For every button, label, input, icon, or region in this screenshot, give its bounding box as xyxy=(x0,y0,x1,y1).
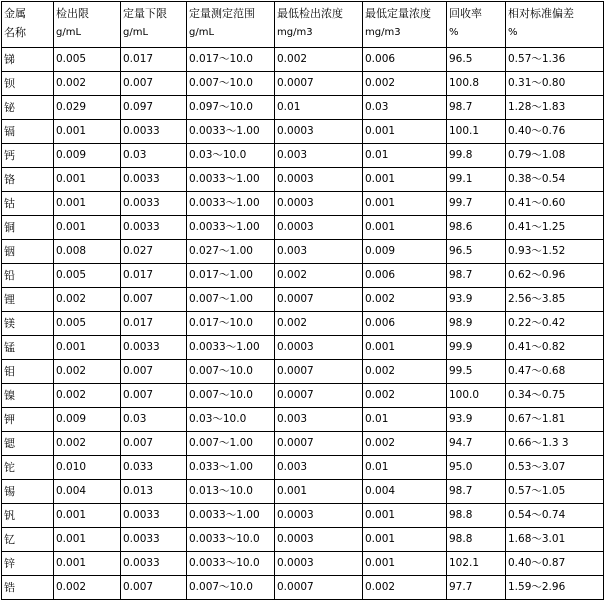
min-quantitation-conc-cell: 0.002 xyxy=(363,432,447,456)
metal-name-cell: 钾 xyxy=(2,408,54,432)
header-line1: 回收率 xyxy=(449,6,482,20)
quantitation-limit-cell: 0.0033 xyxy=(121,120,187,144)
min-quantitation-conc-cell: 0.006 xyxy=(363,312,447,336)
recovery-cell: 99.9 xyxy=(447,336,506,360)
min-detection-conc-cell: 0.01 xyxy=(275,96,363,120)
min-detection-conc-cell: 0.003 xyxy=(275,240,363,264)
detection-limit-cell: 0.002 xyxy=(54,360,121,384)
detection-limit-cell: 0.009 xyxy=(54,144,121,168)
min-quantitation-conc-cell: 0.002 xyxy=(363,72,447,96)
recovery-cell: 96.5 xyxy=(447,240,506,264)
quantitation-limit-cell: 0.0033 xyxy=(121,552,187,576)
quantitation-range-cell: 0.017～10.0 xyxy=(187,48,275,72)
metal-name-cell: 钒 xyxy=(2,504,54,528)
quantitation-range-cell: 0.0033～1.00 xyxy=(187,168,275,192)
header-min-detection-conc xyxy=(275,2,363,48)
quantitation-range-cell: 0.0033～1.00 xyxy=(187,192,275,216)
table-row xyxy=(2,264,604,288)
table-row xyxy=(2,432,604,456)
rsd-cell: 0.62～0.96 xyxy=(506,264,604,288)
min-quantitation-conc-cell: 0.01 xyxy=(363,408,447,432)
min-quantitation-conc-cell: 0.002 xyxy=(363,360,447,384)
min-detection-conc-cell: 0.003 xyxy=(275,144,363,168)
metal-detection-table xyxy=(1,1,604,600)
metal-name-cell: 铟 xyxy=(2,240,54,264)
quantitation-limit-cell: 0.017 xyxy=(121,264,187,288)
detection-limit-cell: 0.001 xyxy=(54,552,121,576)
metal-name-cell: 铬 xyxy=(2,168,54,192)
min-quantitation-conc-cell: 0.006 xyxy=(363,264,447,288)
quantitation-limit-cell: 0.0033 xyxy=(121,336,187,360)
rsd-cell: 0.31～0.80 xyxy=(506,72,604,96)
rsd-cell: 0.47～0.68 xyxy=(506,360,604,384)
header-unit: mg/m3 xyxy=(277,26,313,38)
detection-limit-cell: 0.002 xyxy=(54,576,121,600)
header-unit: % xyxy=(508,26,518,38)
table-body xyxy=(2,48,604,600)
header-unit: % xyxy=(449,26,459,38)
min-detection-conc-cell: 0.0003 xyxy=(275,192,363,216)
table-row xyxy=(2,336,604,360)
min-quantitation-conc-cell: 0.001 xyxy=(363,552,447,576)
rsd-cell: 0.41～0.60 xyxy=(506,192,604,216)
rsd-cell: 1.59～2.96 xyxy=(506,576,604,600)
min-detection-conc-cell: 0.002 xyxy=(275,312,363,336)
table-row xyxy=(2,576,604,600)
min-quantitation-conc-cell: 0.001 xyxy=(363,336,447,360)
metal-name-cell: 钴 xyxy=(2,192,54,216)
min-quantitation-conc-cell: 0.004 xyxy=(363,480,447,504)
detection-limit-cell: 0.001 xyxy=(54,504,121,528)
metal-name-cell: 锑 xyxy=(2,48,54,72)
metal-name-cell: 镁 xyxy=(2,312,54,336)
table-row xyxy=(2,96,604,120)
recovery-cell: 100.1 xyxy=(447,120,506,144)
quantitation-limit-cell: 0.033 xyxy=(121,456,187,480)
rsd-cell: 0.57～1.36 xyxy=(506,48,604,72)
quantitation-range-cell: 0.0033～10.0 xyxy=(187,552,275,576)
header-line1: 检出限 xyxy=(56,6,89,20)
min-detection-conc-cell: 0.003 xyxy=(275,408,363,432)
quantitation-range-cell: 0.0033～1.00 xyxy=(187,216,275,240)
min-detection-conc-cell: 0.0003 xyxy=(275,120,363,144)
table-row xyxy=(2,240,604,264)
min-detection-conc-cell: 0.0003 xyxy=(275,216,363,240)
recovery-cell: 100.0 xyxy=(447,384,506,408)
quantitation-limit-cell: 0.017 xyxy=(121,48,187,72)
table-row xyxy=(2,552,604,576)
min-quantitation-conc-cell: 0.001 xyxy=(363,504,447,528)
min-detection-conc-cell: 0.002 xyxy=(275,264,363,288)
recovery-cell: 99.1 xyxy=(447,168,506,192)
header-rsd xyxy=(506,2,604,48)
quantitation-limit-cell: 0.097 xyxy=(121,96,187,120)
detection-limit-cell: 0.002 xyxy=(54,384,121,408)
rsd-cell: 0.40～0.87 xyxy=(506,552,604,576)
min-quantitation-conc-cell: 0.002 xyxy=(363,288,447,312)
quantitation-limit-cell: 0.013 xyxy=(121,480,187,504)
rsd-cell: 0.53～3.07 xyxy=(506,456,604,480)
quantitation-range-cell: 0.03～10.0 xyxy=(187,408,275,432)
rsd-cell: 0.93～1.52 xyxy=(506,240,604,264)
min-quantitation-conc-cell: 0.001 xyxy=(363,120,447,144)
recovery-cell: 98.7 xyxy=(447,96,506,120)
min-quantitation-conc-cell: 0.002 xyxy=(363,576,447,600)
quantitation-limit-cell: 0.007 xyxy=(121,576,187,600)
min-detection-conc-cell: 0.0007 xyxy=(275,576,363,600)
table-row xyxy=(2,216,604,240)
rsd-cell: 0.67～1.81 xyxy=(506,408,604,432)
metal-name-cell: 锂 xyxy=(2,288,54,312)
min-quantitation-conc-cell: 0.001 xyxy=(363,528,447,552)
quantitation-range-cell: 0.007～1.00 xyxy=(187,288,275,312)
recovery-cell: 94.7 xyxy=(447,432,506,456)
rsd-cell: 0.22～0.42 xyxy=(506,312,604,336)
quantitation-limit-cell: 0.007 xyxy=(121,72,187,96)
table-row xyxy=(2,480,604,504)
quantitation-range-cell: 0.007～10.0 xyxy=(187,360,275,384)
recovery-cell: 99.7 xyxy=(447,192,506,216)
recovery-cell: 93.9 xyxy=(447,288,506,312)
header-line1: 定量测定范围 xyxy=(189,6,255,20)
table-row xyxy=(2,144,604,168)
rsd-cell: 0.57～1.05 xyxy=(506,480,604,504)
metal-name-cell: 铜 xyxy=(2,216,54,240)
quantitation-limit-cell: 0.03 xyxy=(121,144,187,168)
header-detection-limit xyxy=(54,2,121,48)
detection-limit-cell: 0.010 xyxy=(54,456,121,480)
header-quantitation-range xyxy=(187,2,275,48)
metal-name-cell: 铋 xyxy=(2,96,54,120)
detection-limit-cell: 0.009 xyxy=(54,408,121,432)
header-quantitation-limit xyxy=(121,2,187,48)
rsd-cell: 0.79～1.08 xyxy=(506,144,604,168)
quantitation-range-cell: 0.017～10.0 xyxy=(187,312,275,336)
detection-limit-cell: 0.029 xyxy=(54,96,121,120)
min-quantitation-conc-cell: 0.001 xyxy=(363,216,447,240)
min-quantitation-conc-cell: 0.01 xyxy=(363,456,447,480)
header-line1: 定量下限 xyxy=(123,6,167,20)
recovery-cell: 98.9 xyxy=(447,312,506,336)
min-detection-conc-cell: 0.0007 xyxy=(275,432,363,456)
quantitation-range-cell: 0.013～10.0 xyxy=(187,480,275,504)
header-min-quantitation-conc xyxy=(363,2,447,48)
header-line1: 最低定量浓度 xyxy=(365,6,431,20)
metal-name-cell: 锡 xyxy=(2,480,54,504)
table-row xyxy=(2,528,604,552)
rsd-cell: 0.66～1.3 3 xyxy=(506,432,604,456)
header-line1: 相对标准偏差 xyxy=(508,6,574,20)
quantitation-limit-cell: 0.0033 xyxy=(121,168,187,192)
recovery-cell: 98.8 xyxy=(447,504,506,528)
rsd-cell: 0.34～0.75 xyxy=(506,384,604,408)
table-row xyxy=(2,288,604,312)
table-row xyxy=(2,312,604,336)
metal-name-cell: 锰 xyxy=(2,336,54,360)
table-row xyxy=(2,384,604,408)
min-detection-conc-cell: 0.003 xyxy=(275,456,363,480)
table-row xyxy=(2,408,604,432)
quantitation-limit-cell: 0.0033 xyxy=(121,528,187,552)
rsd-cell: 0.38～0.54 xyxy=(506,168,604,192)
table-row xyxy=(2,456,604,480)
quantitation-range-cell: 0.0033～1.00 xyxy=(187,120,275,144)
rsd-cell: 0.40～0.76 xyxy=(506,120,604,144)
table-row xyxy=(2,504,604,528)
metal-name-cell: 钇 xyxy=(2,528,54,552)
min-detection-conc-cell: 0.0007 xyxy=(275,288,363,312)
header-unit: mg/m3 xyxy=(365,26,401,38)
quantitation-range-cell: 0.017～1.00 xyxy=(187,264,275,288)
quantitation-range-cell: 0.007～10.0 xyxy=(187,384,275,408)
recovery-cell: 98.7 xyxy=(447,264,506,288)
quantitation-limit-cell: 0.0033 xyxy=(121,504,187,528)
detection-limit-cell: 0.005 xyxy=(54,264,121,288)
recovery-cell: 98.6 xyxy=(447,216,506,240)
detection-limit-cell: 0.002 xyxy=(54,432,121,456)
quantitation-limit-cell: 0.007 xyxy=(121,432,187,456)
metal-name-cell: 铅 xyxy=(2,264,54,288)
quantitation-limit-cell: 0.007 xyxy=(121,384,187,408)
quantitation-range-cell: 0.007～10.0 xyxy=(187,576,275,600)
quantitation-range-cell: 0.0033～1.00 xyxy=(187,336,275,360)
recovery-cell: 95.0 xyxy=(447,456,506,480)
metal-name-cell: 锆 xyxy=(2,576,54,600)
recovery-cell: 93.9 xyxy=(447,408,506,432)
quantitation-range-cell: 0.097～10.0 xyxy=(187,96,275,120)
detection-limit-cell: 0.005 xyxy=(54,48,121,72)
quantitation-limit-cell: 0.0033 xyxy=(121,192,187,216)
quantitation-limit-cell: 0.027 xyxy=(121,240,187,264)
min-quantitation-conc-cell: 0.009 xyxy=(363,240,447,264)
metal-name-cell: 钼 xyxy=(2,360,54,384)
table-row xyxy=(2,120,604,144)
recovery-cell: 99.8 xyxy=(447,144,506,168)
recovery-cell: 99.5 xyxy=(447,360,506,384)
detection-limit-cell: 0.001 xyxy=(54,216,121,240)
min-quantitation-conc-cell: 0.001 xyxy=(363,192,447,216)
recovery-cell: 96.5 xyxy=(447,48,506,72)
quantitation-range-cell: 0.007～1.00 xyxy=(187,432,275,456)
detection-limit-cell: 0.004 xyxy=(54,480,121,504)
header-line2: 名称 xyxy=(4,25,26,39)
recovery-cell: 100.8 xyxy=(447,72,506,96)
detection-limit-cell: 0.001 xyxy=(54,168,121,192)
min-detection-conc-cell: 0.0007 xyxy=(275,384,363,408)
min-quantitation-conc-cell: 0.006 xyxy=(363,48,447,72)
min-detection-conc-cell: 0.0003 xyxy=(275,504,363,528)
quantitation-limit-cell: 0.007 xyxy=(121,360,187,384)
quantitation-limit-cell: 0.007 xyxy=(121,288,187,312)
header-metal-name xyxy=(2,2,54,48)
min-quantitation-conc-cell: 0.01 xyxy=(363,144,447,168)
table-row xyxy=(2,48,604,72)
detection-limit-cell: 0.001 xyxy=(54,528,121,552)
metal-name-cell: 钙 xyxy=(2,144,54,168)
min-quantitation-conc-cell: 0.03 xyxy=(363,96,447,120)
metal-name-cell: 钡 xyxy=(2,72,54,96)
quantitation-limit-cell: 0.017 xyxy=(121,312,187,336)
table-header-row xyxy=(2,2,604,48)
rsd-cell: 0.41～0.82 xyxy=(506,336,604,360)
detection-limit-cell: 0.002 xyxy=(54,72,121,96)
header-line1: 金属 xyxy=(4,6,26,20)
metal-name-cell: 锶 xyxy=(2,432,54,456)
metal-name-cell: 镉 xyxy=(2,120,54,144)
table-row xyxy=(2,360,604,384)
metal-name-cell: 镍 xyxy=(2,384,54,408)
table-row xyxy=(2,72,604,96)
rsd-cell: 0.54～0.74 xyxy=(506,504,604,528)
min-detection-conc-cell: 0.0003 xyxy=(275,528,363,552)
min-detection-conc-cell: 0.002 xyxy=(275,48,363,72)
recovery-cell: 97.7 xyxy=(447,576,506,600)
detection-limit-cell: 0.005 xyxy=(54,312,121,336)
rsd-cell: 0.41～1.25 xyxy=(506,216,604,240)
min-detection-conc-cell: 0.0007 xyxy=(275,360,363,384)
recovery-cell: 102.1 xyxy=(447,552,506,576)
detection-limit-cell: 0.008 xyxy=(54,240,121,264)
quantitation-range-cell: 0.027～1.00 xyxy=(187,240,275,264)
detection-limit-cell: 0.001 xyxy=(54,336,121,360)
quantitation-limit-cell: 0.03 xyxy=(121,408,187,432)
detection-limit-cell: 0.001 xyxy=(54,192,121,216)
min-detection-conc-cell: 0.0003 xyxy=(275,552,363,576)
quantitation-range-cell: 0.0033～10.0 xyxy=(187,528,275,552)
header-unit: g/mL xyxy=(56,26,82,38)
header-recovery xyxy=(447,2,506,48)
min-detection-conc-cell: 0.0003 xyxy=(275,168,363,192)
rsd-cell: 1.28～1.83 xyxy=(506,96,604,120)
quantitation-limit-cell: 0.0033 xyxy=(121,216,187,240)
metal-name-cell: 铊 xyxy=(2,456,54,480)
header-line1: 最低检出浓度 xyxy=(277,6,343,20)
rsd-cell: 1.68～3.01 xyxy=(506,528,604,552)
detection-limit-cell: 0.001 xyxy=(54,120,121,144)
table-row xyxy=(2,168,604,192)
min-detection-conc-cell: 0.001 xyxy=(275,480,363,504)
quantitation-range-cell: 0.03～10.0 xyxy=(187,144,275,168)
quantitation-range-cell: 0.0033～1.00 xyxy=(187,504,275,528)
rsd-cell: 2.56～3.85 xyxy=(506,288,604,312)
min-detection-conc-cell: 0.0007 xyxy=(275,72,363,96)
min-quantitation-conc-cell: 0.001 xyxy=(363,168,447,192)
metal-name-cell: 锌 xyxy=(2,552,54,576)
recovery-cell: 98.7 xyxy=(447,480,506,504)
quantitation-range-cell: 0.033～1.00 xyxy=(187,456,275,480)
header-unit: g/mL xyxy=(189,26,215,38)
detection-limit-cell: 0.002 xyxy=(54,288,121,312)
table-row xyxy=(2,192,604,216)
quantitation-range-cell: 0.007～10.0 xyxy=(187,72,275,96)
min-detection-conc-cell: 0.0003 xyxy=(275,336,363,360)
recovery-cell: 98.8 xyxy=(447,528,506,552)
min-quantitation-conc-cell: 0.002 xyxy=(363,384,447,408)
header-unit: g/mL xyxy=(123,26,149,38)
